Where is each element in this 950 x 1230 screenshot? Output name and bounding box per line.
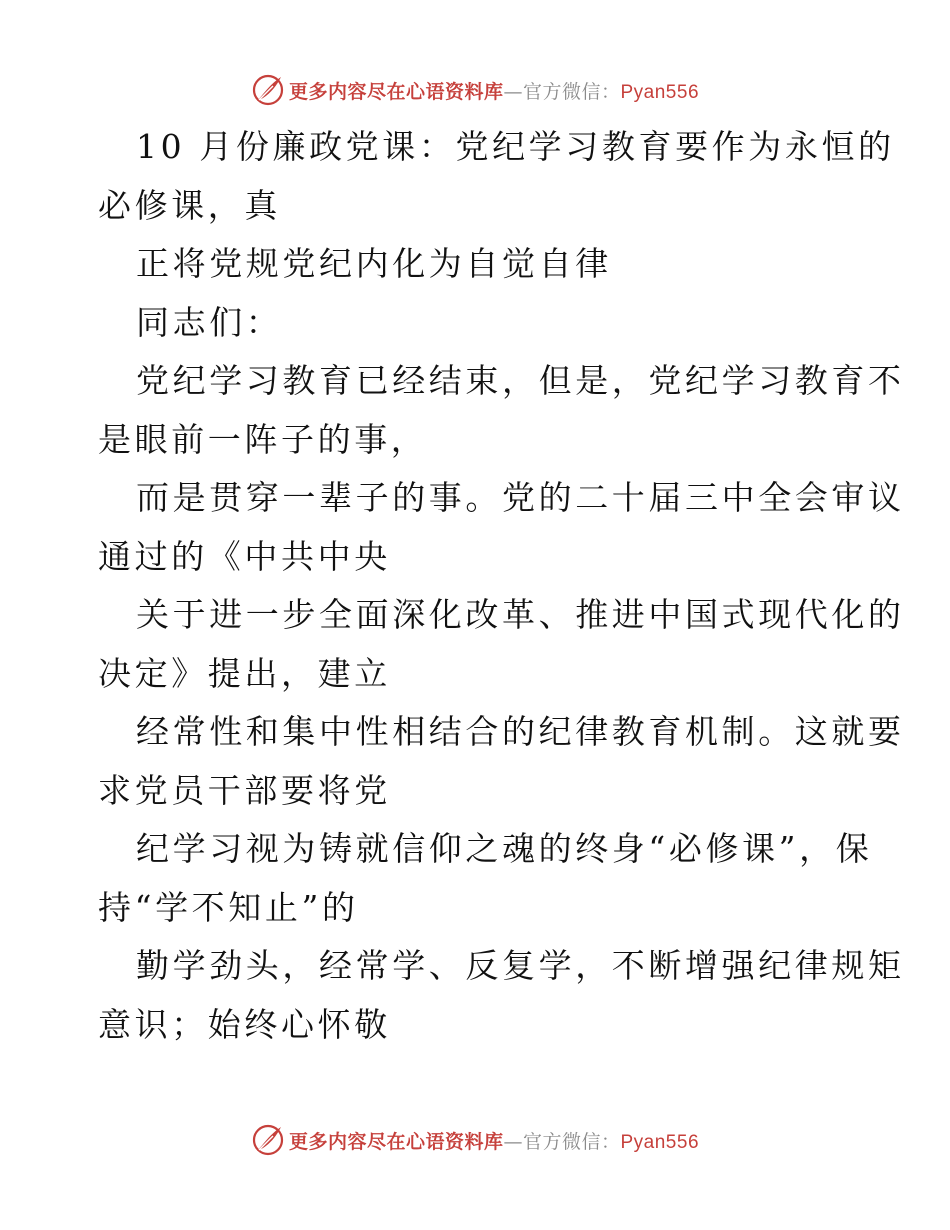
watermark-text: [289, 77, 699, 104]
watermark-wechat-id: Pyan556: [620, 1131, 700, 1153]
watermark-text: [289, 1127, 699, 1154]
body-line: 通过的《中共中央: [98, 536, 391, 576]
watermark-wechat-id: Pyan556: [620, 81, 700, 103]
footer-watermark: [0, 1120, 950, 1160]
body-line: 持“学不知止”的: [98, 887, 359, 927]
body-line: 而是贯穿一辈子的事。党的二十届三中全会审议: [136, 478, 905, 517]
body-line: 关于进一步全面深化改革、推进中国式现代化的: [136, 595, 905, 634]
salutation: 同志们：: [136, 302, 283, 342]
body-line: 意识；始终心怀敬: [98, 1004, 391, 1044]
document-body: [98, 118, 905, 1054]
watermark-label: 官方微信：: [522, 80, 621, 103]
title-line-1: 10 月份廉政党课：党纪学习教育要作为永恒的: [136, 127, 895, 166]
watermark-separator: —: [503, 80, 523, 103]
body-line: 党纪学习教育已经结束，但是，党纪学习教育不: [136, 361, 905, 400]
watermark-label: 官方微信：: [522, 1130, 621, 1153]
title-line-2: 必修课，真: [98, 185, 281, 225]
body-line: 经常性和集中性相结合的纪律教育机制。这就要: [136, 712, 905, 751]
watermark-separator: —: [503, 1130, 523, 1153]
quill-pen-circle-icon: [251, 73, 285, 107]
quill-pen-circle-icon: [251, 1123, 285, 1157]
header-watermark: [0, 70, 950, 110]
body-line: 是眼前一阵子的事，: [98, 419, 428, 459]
body-line: 决定》提出，建立: [98, 653, 391, 693]
watermark-brand: 更多内容尽在心语资料库: [288, 80, 504, 103]
title-line-3: 正将党规党纪内化为自觉自律: [136, 244, 612, 283]
body-line: 求党员干部要将党: [98, 770, 391, 810]
body-line: 纪学习视为铸就信仰之魂的终身“必修课”，保: [136, 829, 873, 868]
watermark-brand: 更多内容尽在心语资料库: [288, 1130, 504, 1153]
body-line: 勤学劲头，经常学、反复学，不断增强纪律规矩: [136, 946, 905, 985]
